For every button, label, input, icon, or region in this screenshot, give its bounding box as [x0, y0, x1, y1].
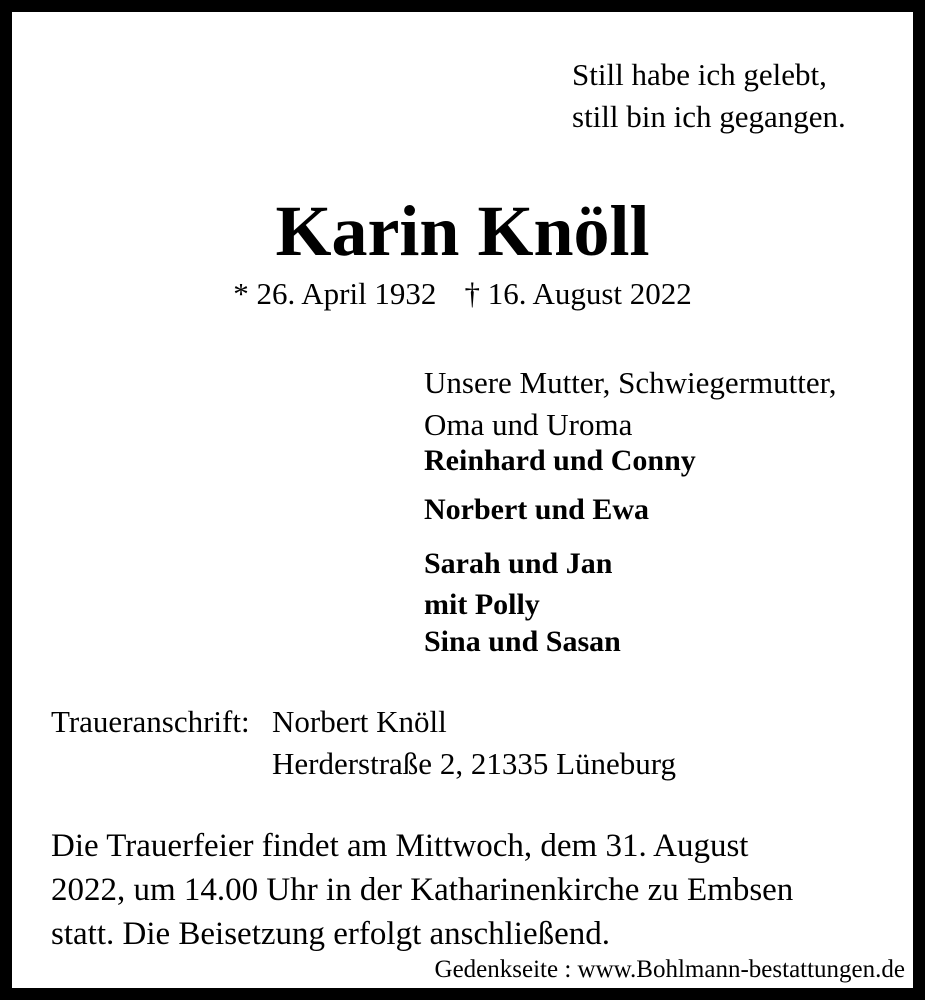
address-name: Norbert Knöll	[272, 704, 447, 739]
memorial-page-link: Gedenkseite : www.Bohlmann-bestattungen.de	[434, 956, 905, 983]
family-name-3	[424, 543, 612, 625]
death-date: † 16. August 2022	[464, 276, 692, 311]
motto-verse	[572, 54, 846, 138]
motto-line-1: Still habe ich gelebt,	[572, 57, 827, 92]
family-name-3-line-2: mit Polly	[424, 588, 540, 621]
family-name-4: Sina und Sasan	[424, 625, 621, 658]
deceased-name: Karin Knöll	[275, 191, 650, 271]
mourners-intro-line-2: Oma und Uroma	[424, 407, 633, 442]
birth-date: * 26. April 1932	[233, 276, 437, 311]
ceremony-line-1: Die Trauerfeier findet am Mittwoch, dem 31. August	[51, 828, 749, 864]
ceremony-text	[51, 824, 793, 956]
address-street: Herderstraße 2, 21335 Lüneburg	[272, 746, 677, 781]
obituary-notice	[12, 12, 913, 988]
ceremony-line-2: 2022, um 14.00 Uhr in der Katharinenkirche zu Embsen	[51, 872, 794, 908]
motto-line-2: still bin ich gegangen.	[572, 99, 846, 134]
mourners-intro	[424, 362, 836, 446]
life-dates	[12, 276, 913, 312]
family-name-2: Norbert und Ewa	[424, 493, 650, 526]
ceremony-line-3: statt. Die Beisetzung erfolgt anschließend.	[51, 916, 611, 952]
address-label: Traueranschrift:	[51, 704, 250, 739]
family-name-3-line-1: Sarah und Jan	[424, 547, 613, 580]
family-name-1: Reinhard und Conny	[424, 444, 696, 477]
mourners-intro-line-1: Unsere Mutter, Schwiegermutter,	[424, 365, 837, 400]
